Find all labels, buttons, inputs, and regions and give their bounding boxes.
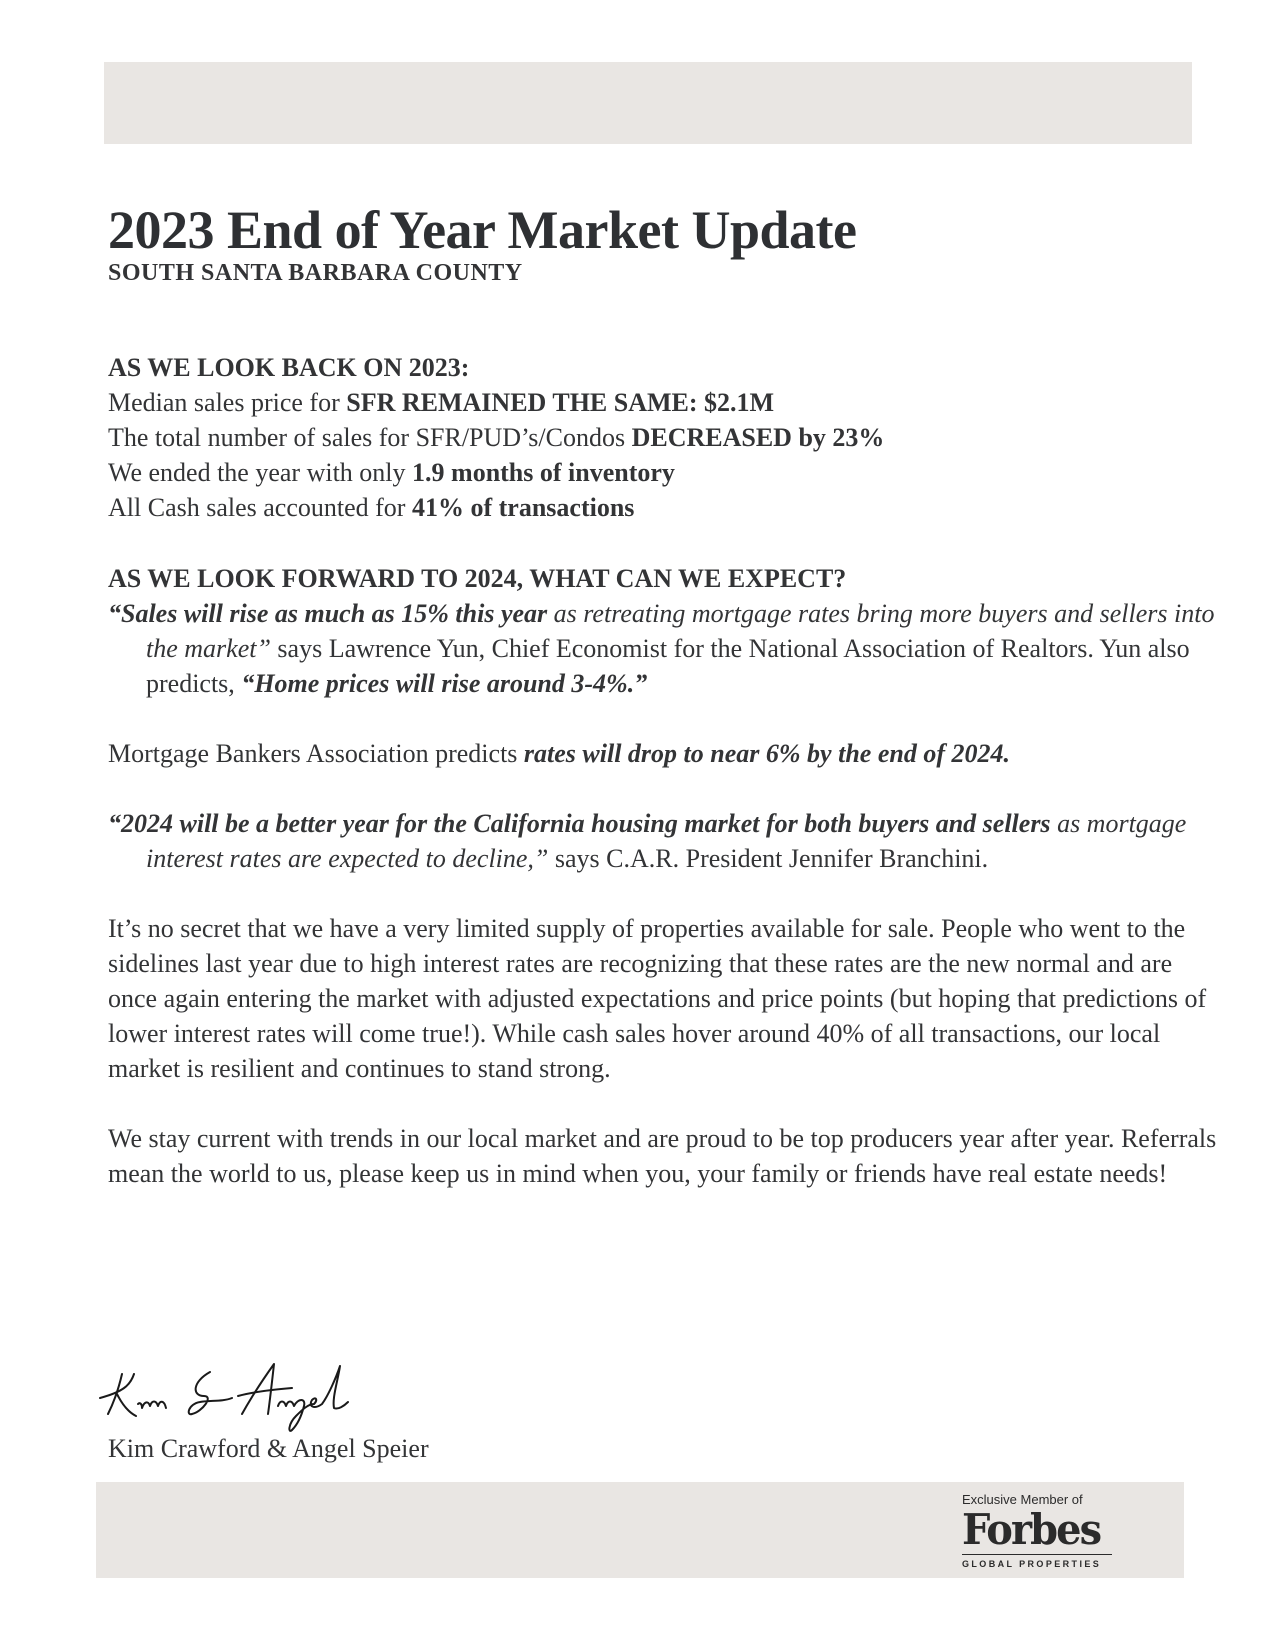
stat-value: SFR REMAINED THE SAME: $2.1M (346, 388, 775, 417)
stat-value: 1.9 months of inventory (412, 458, 675, 487)
stat-value: DECREASED by 23% (631, 423, 885, 452)
logo-subline: GLOBAL PROPERTIES (962, 1554, 1112, 1569)
look-forward-section (108, 561, 1218, 1191)
quote-bold: “2024 will be a better year for the California housing market for both buyers and sellers (108, 809, 1051, 838)
quote-car-president (108, 806, 1218, 876)
stat-text: All Cash sales accounted for (108, 493, 412, 522)
top-banner (104, 62, 1192, 144)
stat-total-sales (108, 420, 1218, 455)
page-subtitle: SOUTH SANTA BARBARA COUNTY (108, 260, 523, 286)
logo-wordmark: Forbes (962, 1505, 1101, 1554)
footer-banner (96, 1482, 1184, 1578)
stat-text: The total number of sales for SFR/PUD’s/Condos (108, 423, 632, 452)
stat-median-price (108, 385, 1218, 420)
quote-attribution: says C.A.R. President Jennifer Branchini. (548, 844, 989, 873)
paragraph-supply: It’s no secret that we have a very limited supply of properties available for sale. People who went to the sidelines last year due to high interest rates are recognizing that these rates are the new normal and are once again entering the market with adjusted expectations and price points (but hoping that predictions of lower interest rates will come true!). While cash sales hover around 40% of all transactions, our local market is resilient and continues to stand strong. (108, 914, 1207, 1083)
look-back-section (108, 350, 1218, 525)
quote-attribution: says Lawrence Yun, Chief Economist for the National Association of Realtors. Yun also predicts, (146, 634, 1190, 698)
look-back-heading: AS WE LOOK BACK ON 2023: (108, 353, 470, 382)
quote-italic: as retreating mortgage rates bring more buyers and sellers into the market” (146, 599, 1215, 663)
handwritten-signature (92, 1352, 372, 1432)
look-forward-heading: AS WE LOOK FORWARD TO 2024, WHAT CAN WE EXPECT? (108, 564, 847, 593)
paragraph-emphasis: rates will drop to near 6% by the end of 2024. (523, 739, 1010, 768)
page-title: 2023 End of Year Market Update (108, 200, 857, 260)
stat-value: 41% of transactions (411, 493, 635, 522)
stat-cash-sales (108, 490, 1218, 525)
stat-inventory (108, 455, 1218, 490)
signature-name: Kim Crawford & Angel Speier (108, 1434, 429, 1463)
stat-text: Median sales price for (108, 388, 347, 417)
paragraph-mba (108, 736, 1218, 771)
logo-tagline: Exclusive Member of (962, 1492, 1083, 1507)
paragraph-referrals: We stay current with trends in our local market and are proud to be top producers year after year. Referrals mean the world to us, please keep us in mind when you, your family or friends have real estate needs! (108, 1124, 1217, 1188)
forbes-logo (962, 1492, 1122, 1569)
quote-bold: “Sales will rise as much as 15% this year (108, 599, 548, 628)
quote-italic: as mortgage interest rates are expected to decline,” (146, 809, 1187, 873)
paragraph-text: Mortgage Bankers Association predicts (108, 739, 524, 768)
quote-lawrence-yun (108, 596, 1218, 701)
letter-content (108, 200, 1218, 1191)
stat-text: We ended the year with only (108, 458, 413, 487)
quote-bold: “Home prices will rise around 3-4%.” (241, 669, 648, 698)
